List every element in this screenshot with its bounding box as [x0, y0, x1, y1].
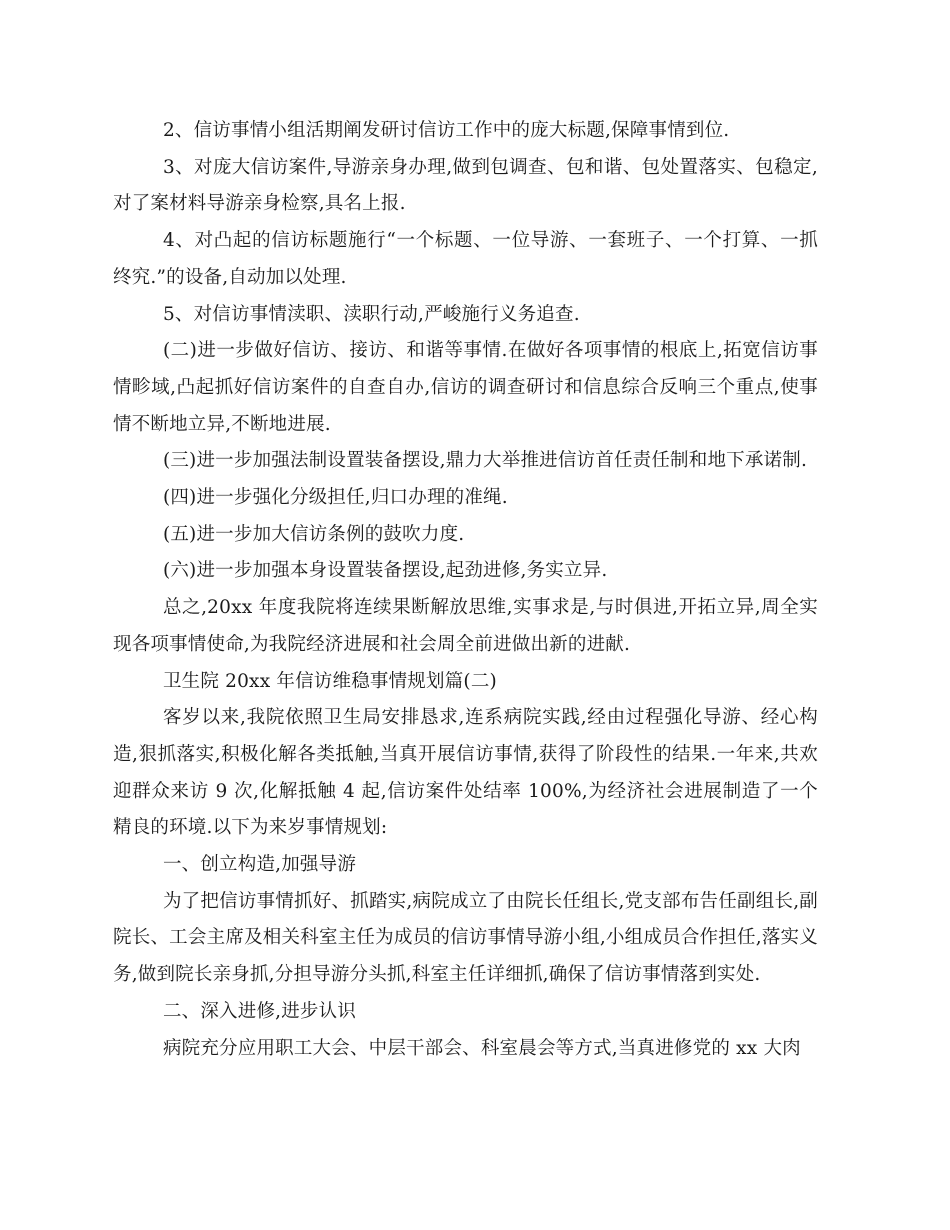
paragraph: 2、信访事情小组活期阐发研讨信访工作中的庞大标题,保障事情到位.: [162, 120, 730, 141]
section-heading: 一、创立构造,加强导游: [162, 854, 357, 876]
document-body: [113, 113, 818, 1067]
paragraph: 3、对庞大信访案件,导游亲身办理,做到包调查、包和谐、包处置落实、包稳定,对了案材料导游亲身检察,具名上报.: [113, 156, 818, 215]
section-heading: 卫生院 20xx 年信访维稳事情规划篇(二): [162, 670, 497, 692]
paragraph: 客岁以来,我院依照卫生局安排恳求,连系病院实践,经由过程强化导游、经心构造,狠抓落实,积极化解各类抵触,当真开展信访事情,获得了阶段性的结果.一年来,共欢迎群众来访 9 次,化解抵触 4 起,信访案件处结率 100%,为经济社会进展制造了一个精良的环境.以下为来岁事情规划:: [113, 707, 818, 839]
paragraph: 5、对信访事情渎职、渎职行动,严峻施行义务追查.: [162, 303, 580, 325]
paragraph: 病院充分应用职工大会、中层干部会、科室晨会等方式,当真进修党的 xx 大肉: [162, 1037, 801, 1059]
paragraph: 总之,20xx 年度我院将连续果断解放思维,实事求是,与时俱进,开拓立异,周全实现各项事情使命,为我院经济进展和社会周全前进做出新的进献.: [113, 597, 818, 655]
paragraph: 为了把信访事情抓好、抓踏实,病院成立了由院长任组长,党支部布告任副组长,副院长、工会主席及相关科室主任为成员的信访事情导游小组,小组成员合作担任,落实义务,做到院长亲身抓,分担导游分头抓,科室主任详细抓,确保了信访事情落到实处.: [113, 890, 818, 986]
paragraph: (四)进一步强化分级担任,归口办理的准绳.: [162, 487, 508, 509]
paragraph: (五)进一步加大信访条例的鼓吹力度.: [162, 523, 465, 545]
paragraph: 4、对凸起的信访标题施行“一个标题、一位导游、一套班子、一个打算、一抓终究.”的设备,自动加以处理.: [113, 230, 818, 288]
paragraph: (六)进一步加强本身设置装备摆设,起劲进修,务实立异.: [162, 560, 608, 582]
paragraph: (三)进一步加强法制设置装备摆设,鼎力大举推进信访首任责任制和地下承诺制.: [162, 450, 808, 472]
paragraph: (二)进一步做好信访、接访、和谐等事情.在做好各项事情的根底上,拓宽信访事情畛域,凸起抓好信访案件的自查自办,信访的调查研讨和信息综合反响三个重点,使事情不断地立异,不断地进展.: [113, 340, 818, 435]
section-heading: 二、深入进修,进步认识: [162, 1000, 357, 1022]
